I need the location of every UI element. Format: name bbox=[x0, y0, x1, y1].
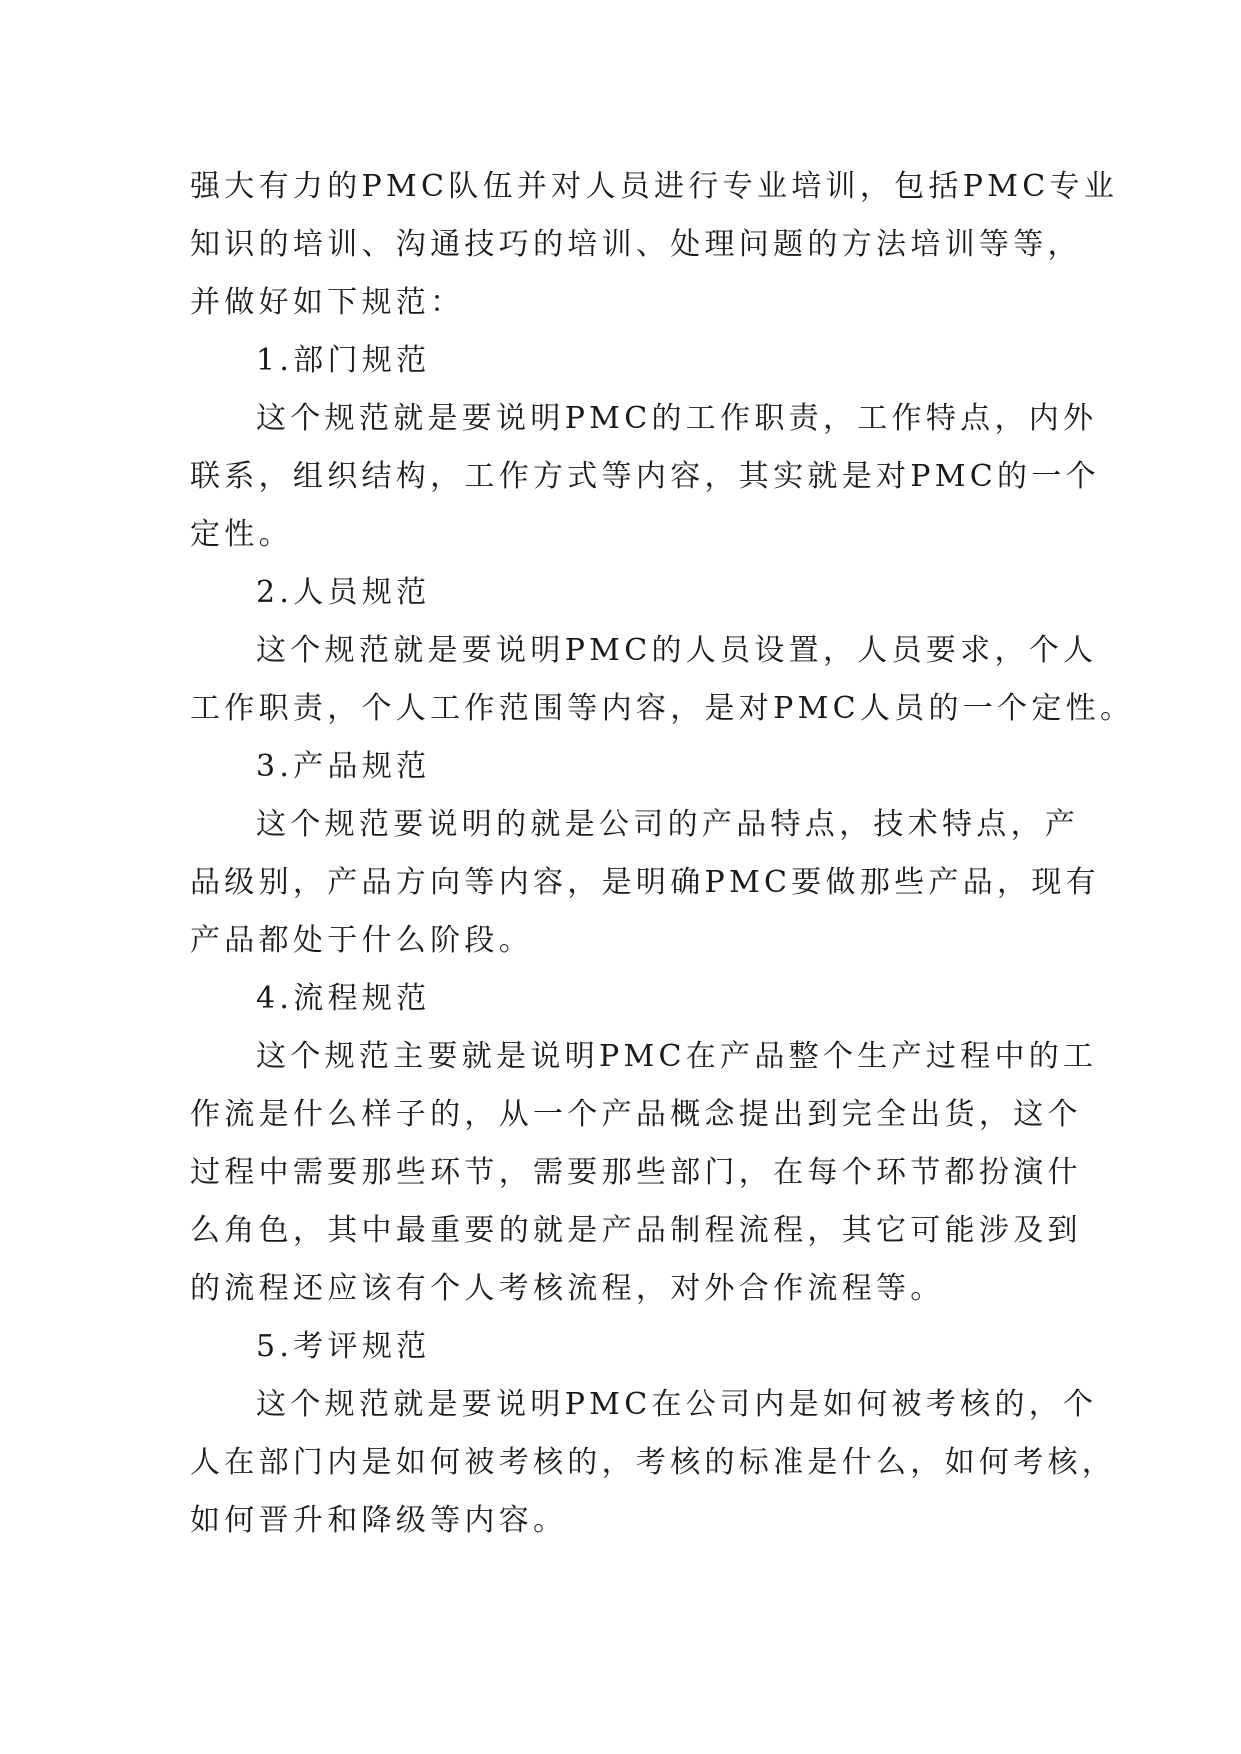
section-heading-process: 4.流程规范 bbox=[256, 981, 431, 1016]
body-text-line: 的流程还应该有个人考核流程，对外合作流程等。 bbox=[190, 1271, 945, 1306]
document-body bbox=[190, 158, 1135, 1550]
body-text-line: 人在部门内是如何被考核的，考核的标准是什么，如何考核， bbox=[190, 1445, 1117, 1480]
body-text-line: 并做好如下规范： bbox=[190, 285, 465, 320]
body-text-line: 如何晋升和降级等内容。 bbox=[190, 1503, 568, 1538]
paragraph-first-line: 这个规范要说明的就是公司的产品特点，技术特点，产 bbox=[256, 807, 1080, 842]
paragraph-first-line: 这个规范就是要说明PMC的工作职责，工作特点，内外 bbox=[256, 401, 1098, 436]
body-text-line: 作流是什么样子的，从一个产品概念提出到完全出货，这个 bbox=[190, 1097, 1082, 1132]
body-text-line: 联系，组织结构，工作方式等内容，其实就是对PMC的一个 bbox=[190, 459, 1100, 494]
body-text-line: 定性。 bbox=[190, 517, 293, 552]
paragraph-first-line: 这个规范就是要说明PMC在公司内是如何被考核的，个 bbox=[256, 1387, 1098, 1422]
section-heading-department: 1.部门规范 bbox=[256, 343, 431, 378]
paragraph-first-line: 这个规范就是要说明PMC的人员设置，人员要求，个人 bbox=[256, 633, 1098, 668]
body-text-line: 么角色，其中最重要的就是产品制程流程，其它可能涉及到 bbox=[190, 1213, 1082, 1248]
section-heading-product: 3.产品规范 bbox=[256, 749, 431, 784]
body-text-line: 过程中需要那些环节，需要那些部门，在每个环节都扮演什 bbox=[190, 1155, 1082, 1190]
section-heading-evaluation: 5.考评规范 bbox=[256, 1329, 431, 1364]
body-text-line: 强大有力的PMC队伍并对人员进行专业培训，包括PMC专业 bbox=[190, 169, 1119, 204]
body-text-line: 产品都处于什么阶段。 bbox=[190, 923, 533, 958]
body-text-line: 品级别，产品方向等内容，是明确PMC要做那些产品，现有 bbox=[190, 865, 1100, 900]
paragraph-first-line: 这个规范主要就是说明PMC在产品整个生产过程中的工 bbox=[256, 1039, 1098, 1074]
body-text-line: 工作职责，个人工作范围等内容，是对PMC人员的一个定性。 bbox=[190, 691, 1135, 726]
section-heading-personnel: 2.人员规范 bbox=[256, 575, 431, 610]
body-text-line: 知识的培训、沟通技巧的培训、处理问题的方法培训等等， bbox=[190, 227, 1082, 262]
